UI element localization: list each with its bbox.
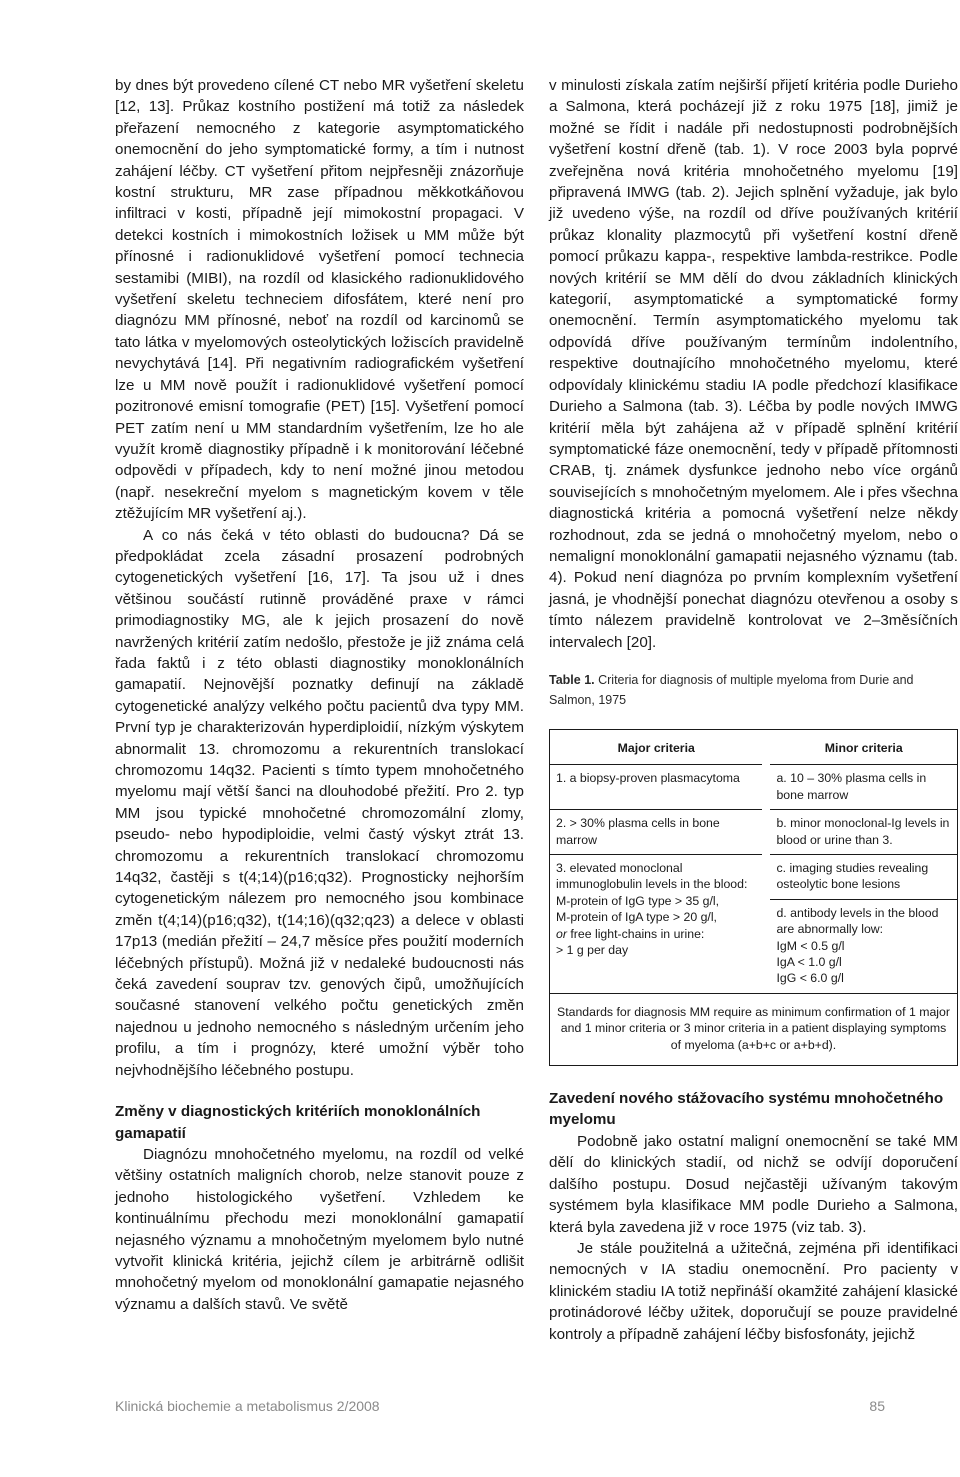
minor-criterion-d-igg: IgG < 6.0 g/l (776, 971, 844, 986)
minor-criterion-a: a. 10 – 30% plasma cells in bone marrow (770, 765, 957, 810)
standards-note: Standards for diagnosis MM require as minimum confirmation of 1 major and 1 minor criteria or 3 minor criteria in a patient displaying symptoms of myeloma (a+b+c or a+b+d). (550, 993, 957, 1065)
major-criterion-3-threshold: > 1 g per day (556, 943, 629, 958)
minor-criterion-d-title: d. antibody levels in the blood are abnormally low: (776, 905, 939, 937)
left-column (115, 75, 524, 1315)
major-criterion-1: 1. a biopsy-proven plasmacytoma (550, 765, 762, 810)
major-criterion-3-iga: M-protein of IgA type > 20 g/l, (556, 910, 717, 925)
or-word: or (556, 926, 567, 941)
major-criteria-header: Major criteria (550, 730, 762, 765)
minor-criterion-d-igm: IgM < 0.5 g/l (776, 938, 845, 953)
paragraph-diagnosis: Diagnózu mnohočetného myelomu, na rozdíl od velké většiny ostatních maligních chorob, nelze stanovit pouze z jednoho histologického vyšetření. Vzhledem ke kontinuálnímu přechodu mezi monoklonální gamapatií nejasného významu a mnohočetným myelomem bylo nutné vytvořit klinická kritéria, jejichž cílem je arbitrárně odlišit mnohočetný myelom od monoklonální gamapatie nejasného významu a dalších stavů. Ve světě (115, 1145, 524, 1313)
section-heading-staging: Zavedení nového stážovacího systému mnohočetného myelomu (549, 1090, 944, 1129)
paragraph-imaging: by dnes být provedeno cílené CT nebo MR vyšetření skeletu [12, 13]. Průkaz kostního postižení má totiž za následek přeřazení nemocného z kategorie asymptomatického onemocnění do jeho symptomatické formy, a tím i nutnost zahájení léčby. CT vyšetření přitom nejpřesněji znázorňuje kostní strukturu, MR zase případnou měkkotkáňovou infiltraci v kosti, případně její mimokostní propagaci. V detekci kostních i mimokostních ložisek u MM může být přínosné i radionuklidové vyšetření pomocí technecia sestamibi (MIBI), na rozdíl od klasického radionuklidového vyšetření skeletu techneciem difosfátem, které není pro diagnózu MM přínosné, neboť na rozdíl od karcinomů se tato látka v myelomových osteolytických ložiscích pravidelně nevychytává [14]. Při negativním radiografickém vyšetření lze u MM nově použít i radionuklidové vyšetření pomocí pozitronové emisní tomografie (PET) [15]. Vyšetření pomocí PET zatím není u MM standardním vyšetřením, lze ho ale využít kromě diagnostiky případně i k monitorování léčebné odpovědi v případech, kdy to není možné jinou metodou (např. nesekreční myelom s magnetickým kovem v těle ztěžujícím MR vyšetření aj.). (115, 77, 524, 523)
table-caption-text: Criteria for diagnosis of multiple myeloma from Durie and Salmon, 1975 (549, 672, 914, 707)
criteria-table (549, 729, 958, 1066)
minor-criterion-d-iga: IgA < 1.0 g/l (776, 955, 842, 970)
minor-criteria-header: Minor criteria (770, 730, 957, 765)
major-criterion-3-igg: M-protein of IgG type > 35 g/l, (556, 893, 720, 908)
major-criterion-3-lightchains: or free light-chains in urine: (556, 926, 705, 941)
footer-journal-title: Klinická biochemie a metabolismus 2/2008 (115, 1398, 380, 1414)
section-heading-diagnostic-criteria: Změny v diagnostických kritériích monoklonálních gamapatií (115, 1103, 481, 1142)
paragraph-ia-stage: Je stále použitelná a užitečná, zejména při identifikaci nemocných v IA stadiu onemocnění. Pro pacienty v klinickém stadiu IA totiž nepřináší okamžité zahájení klasické protinádorové léčby užitek, doporučují se pouze pravidelné kontroly a případně zahájení léčby bisfosfonáty, jejichž (549, 1239, 958, 1343)
page-number: 85 (869, 1398, 885, 1414)
minor-criterion-b: b. minor monoclonal-Ig levels in blood or urine than 3. (770, 810, 957, 855)
table-caption (549, 670, 958, 710)
column-gap (762, 730, 770, 765)
paragraph-cytogenetics: A co nás čeká v této oblasti do budoucna? Dá se předpokládat zcela zásadní prosazení podrobných cytogenetických vyšetření [16, 17]. Ta jsou už i dnes většinou součástí rutinně prováděné praxe v rámci primodiagnostiky MG, ale k jejich prosazení do nově navržených kritérií zatím nedošlo, přestože je již známa celá řada faktů i z této oblasti diagnostiky monoklonálních gamapatií. Nejnovější poznatky definují na základě cytogenetické analýzy velkého počtu pacientů dva typy MM. První typ je charakterizován hyperdiploidií, nízkým výskytem abnormalit 13. chromozomu a rekurentních translokací chromozomu 14q32. Pacienti s tímto typem mnohočetného myelomu mají větší šanci na dlouhodobé přežití. Pro 2. typ MM jsou typické mnohočetné chromozomální zlomy, pseudo- nebo hypodiploidie, velmi častý výskyt ztrát 13. chromozomu a rekurentních translokací chromozomu 14q32, častěji s t(4;14)(p16;q32). Prognosticky nejhorším cytogenetickým nálezem pro nemocného jsou kombinace změn t(4;14)(p16;q32), t(14;16)(q32;q23) a delece v oblasti 17p13 (medián přežití – 24,7 měsíce přes použití moderních léčebných přístupů). Možná již v nedaleké budoucnosti nás čeká zavedení souprav tzv. genových čipů, umožňujících současné stanovení velkého počtu genetických změn najednou u jednoho nemocného s následným určením jeho profilu, a tím i prognózy, které umožní výběr toho nejvhodnějšího léčebného postupu. (115, 526, 524, 1079)
right-column (549, 75, 958, 1345)
paragraph-criteria-history: v minulosti získala zatím nejširší přijetí kritéria podle Durieho a Salmona, která pocházejí již z roku 1975 [18], jimiž je možné se řídit i nadále při nedostupnosti podrobnějších vyšetření kostní dřeně (tab. 1). V roce 2003 byla poprvé zveřejněna nová kritéria mnohočetného myelomu [19] připravená IMWG (tab. 2). Jejich splnění vyžaduje, jak bylo již uvedeno výše, na rozdíl od dříve používaných kritérií průkaz klonality plazmocytů při vyšetření kostní dřeně pomocí průkazu kappa-, respektive lambda-restrikce. Podle nových kritérií se MM dělí do dvou základních klinických kategorií, asymptomatické a symptomatické formy onemocnění. Termín asymptomatického myelomu tak odpovídá dříve používaným termínům indolentního, respektive doutnajícího mnohočetného myelomu, které odpovídaly klinickému stadiu IA podle předchozí klasifikace Durieho a Salmona (tab. 3). Léčba by podle nových IMWG kritérií měla být zahájena až v případě splnění kritérií symptomatické fáze onemocnění, tedy v případě přítomnosti CRAB, tj. známek dysfunkce jednoho nebo více orgánů souvisejících s mnohočetným myelomem. Ale i přes všechna diagnostická kritéria a pomocná vyšetření nelze někdy rozhodnout, zda se jedná o mnohočetný myelom, nebo o nemaligní monoklonální gamapatii nejasného významu (tab. 4). Pokud není diagnóza po prvním komplexním vyšetření jasná, je vhodnější ponechat diagnózu otevřenou a osoby s tímto nálezem pravidelně kontrolovat ve 2–3měsíčních intervalech [20]. (549, 77, 958, 651)
minor-criterion-c: c. imaging studies revealing osteolytic bone lesions (770, 855, 957, 900)
paragraph-staging: Podobně jako ostatní maligní onemocnění se také MM dělí do klinických stadií, od nichž se odvíjí doporučení dalšího postupu. Dosud nejčastěji užívaným takovým systémem byla klasifikace MM podle Durieho a Salmona, která byla zavedena již v roce 1975 (viz tab. 3). (549, 1132, 958, 1236)
major-criterion-3 (550, 855, 762, 993)
major-criterion-2: 2. > 30% plasma cells in bone marrow (550, 810, 762, 855)
minor-criterion-d (770, 900, 957, 993)
major-criterion-3-title: 3. elevated monoclonal immunoglobulin levels in the blood: (556, 861, 748, 892)
table-caption-label: Table 1. (549, 672, 595, 687)
